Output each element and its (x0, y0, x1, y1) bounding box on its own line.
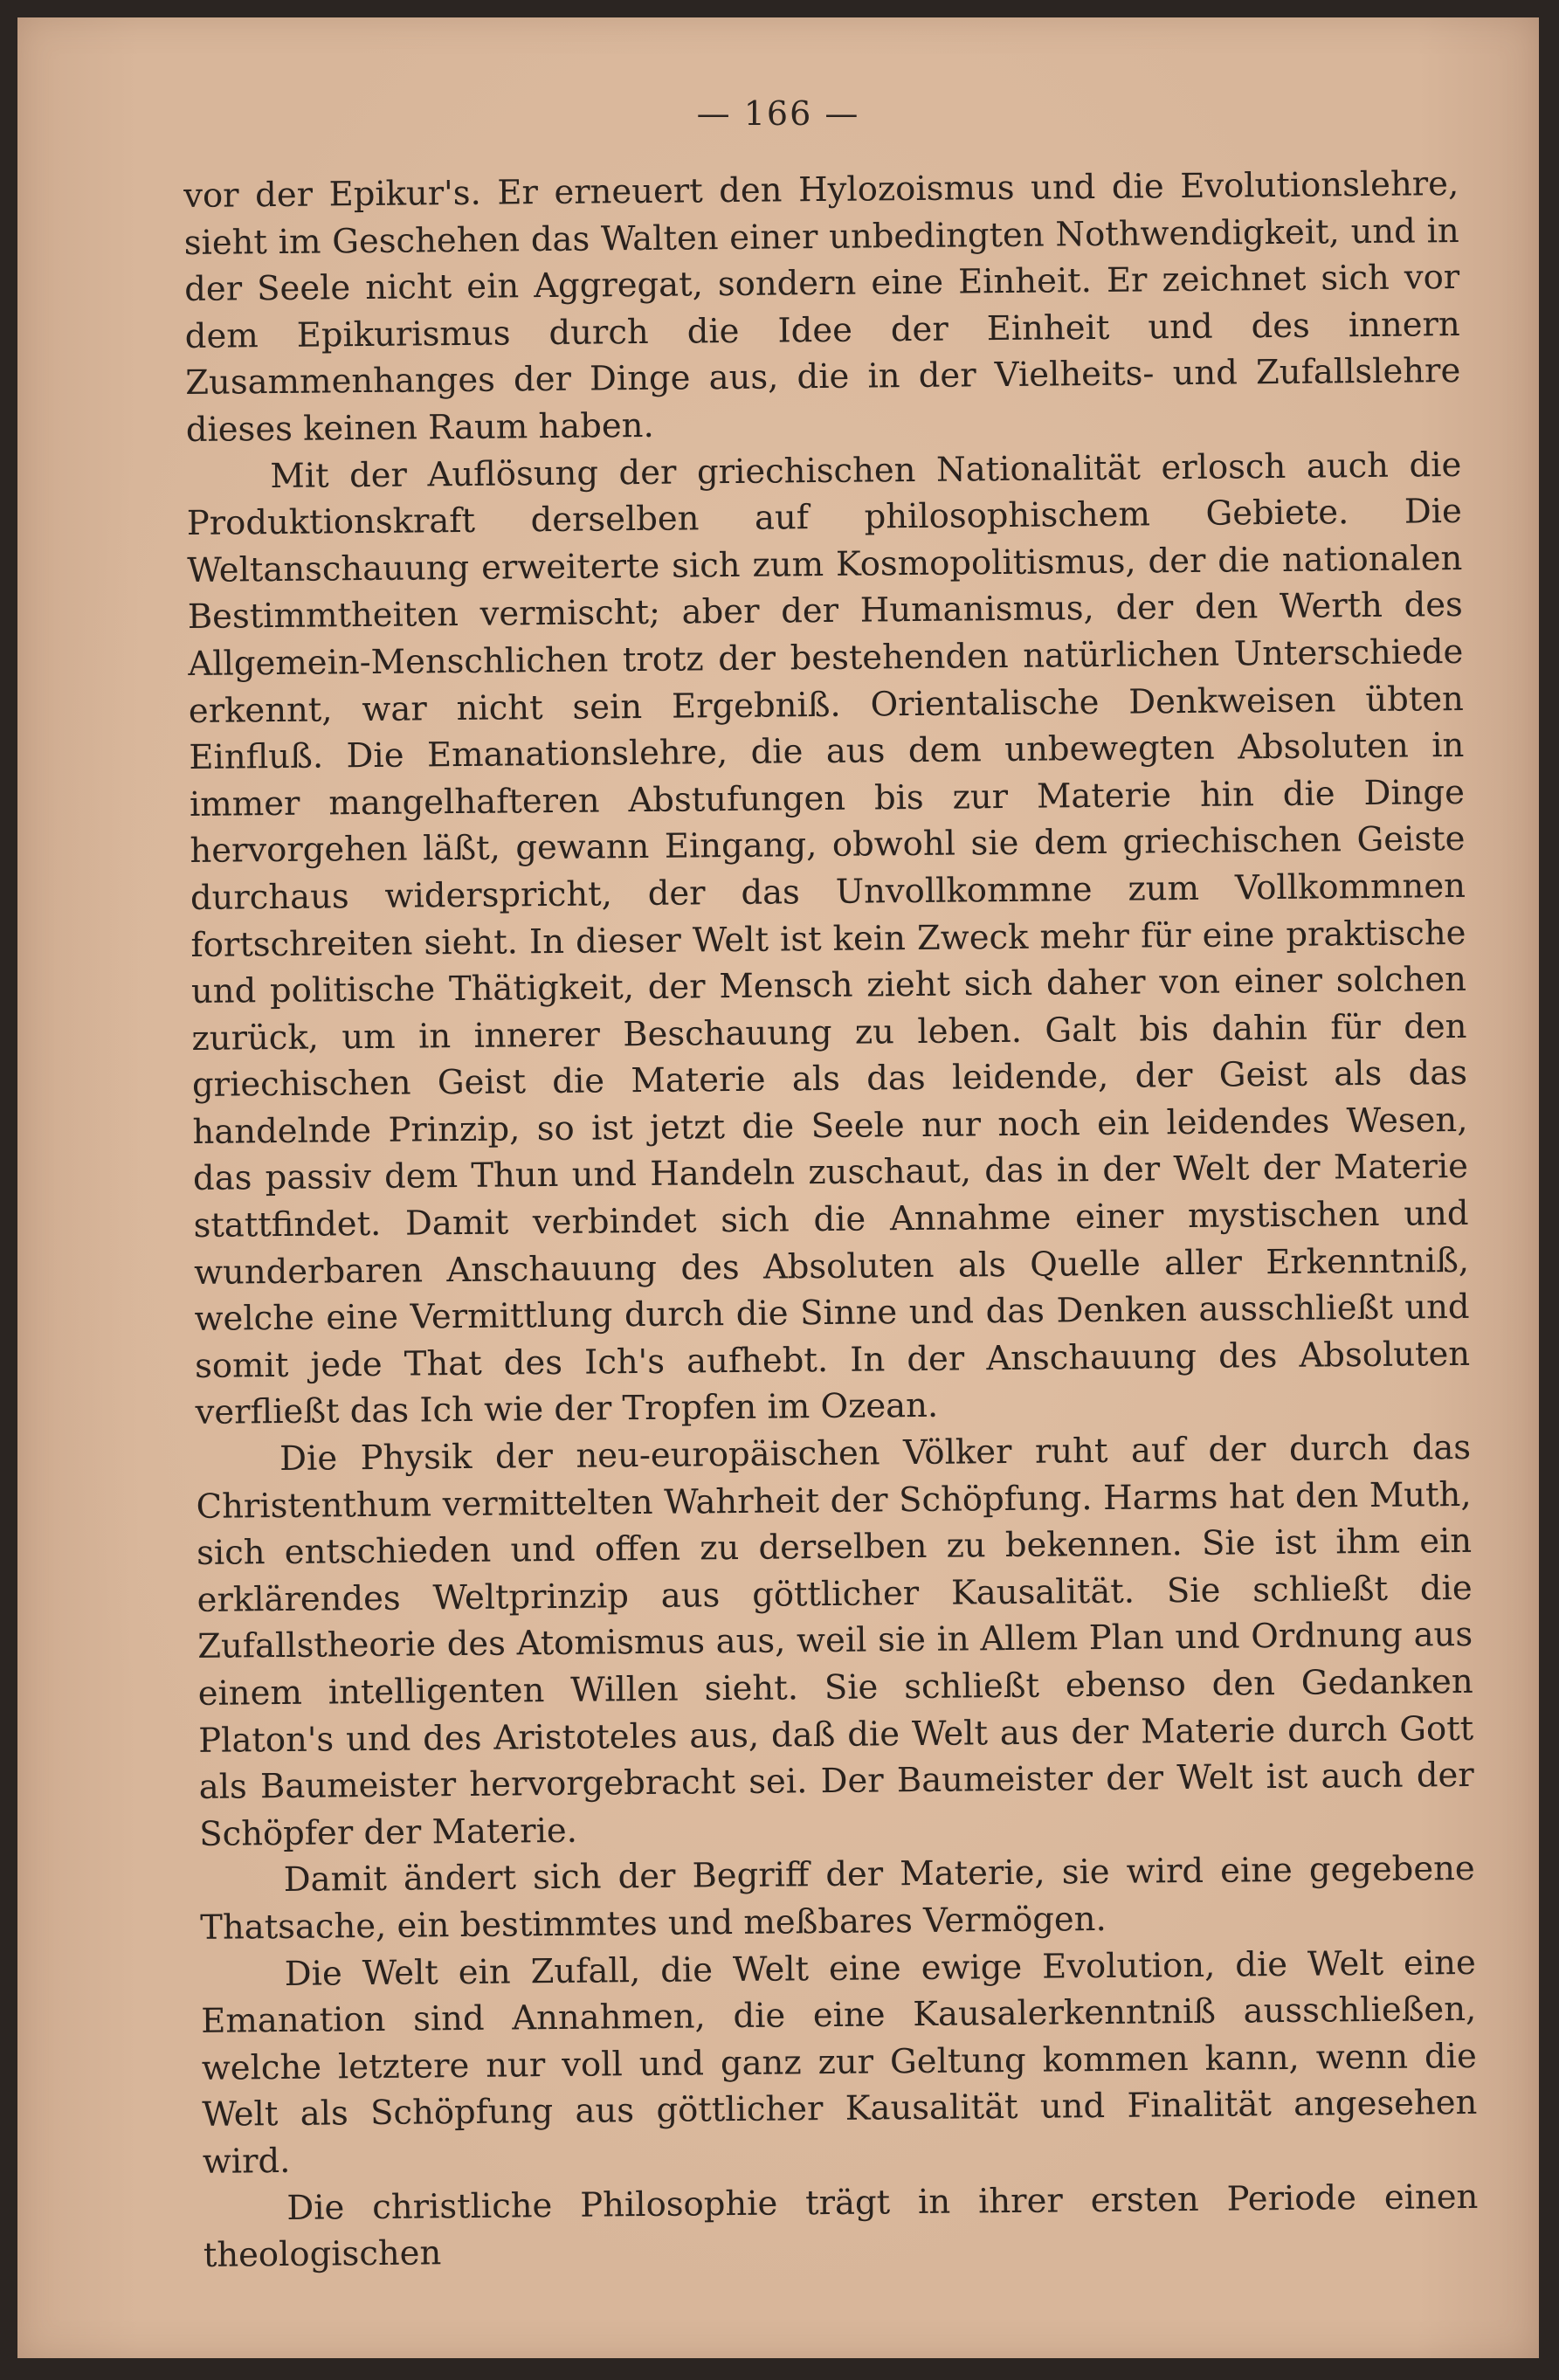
paragraph-5: Die Welt ein Zufall, die Welt eine ewige Evolution, die Welt eine Emanation sind Annahmen, die eine Kausalerkenntniß ausschließen, welche letztere nur voll und ganz zur Geltung kommen kann, wenn die Welt als Schöpfung aus göttlicher Kausalität und Finalität angesehen wird. (201, 1942, 1478, 2182)
page-body (183, 161, 1479, 2280)
paragraph-3: Die Physik der neu-europäischen Völker ruht auf der durch das Christenthum vermittelten Wahrheit der Schöpfung. Harms hat den Muth, sich entschieden und offen zu derselben zu bekennen. Sie ist ihm ein erklärendes Weltprinzip aus göttlicher Kausalität. Sie schließt die Zufallstheorie des Atomismus aus, weil sie in Allem Plan und Ordnung aus einem intelligenten Willen sieht. Sie schließt ebenso den Gedanken Platon's und des Aristoteles aus, daß die Welt aus der Materie durch Gott als Baumeister hervorgebracht sei. Der Baumeister der Welt ist auch der Schöpfer der Materie. (196, 1427, 1474, 1854)
page-number: — 166 — (696, 94, 860, 133)
paragraph-1: vor der Epikur's. Er erneuert den Hylozoismus und die Evolutionslehre, sieht im Geschehen das Walten einer unbedingten Nothwendigkeit, und in der Seele nicht ein Aggregat, sondern eine Einheit. Er zeichnet sich vor dem Epikurismus durch die Idee der Einheit und des innern Zusammenhanges der Dinge aus, die in der Vielheits- und Zufallslehre dieses keinen Raum haben. (183, 163, 1461, 450)
paragraph-4: Damit ändert sich der Begriff der Materie, sie wird eine gegebene Thatsache, ein bestimmtes und meßbares Vermögen. (200, 1849, 1475, 1948)
book-page (17, 17, 1539, 2358)
paragraph-6: Die christliche Philosophie trägt in ihrer ersten Periode einen theologischen (203, 2176, 1479, 2276)
paragraph-2: Mit der Auflösung der griechischen Nationalität erlosch auch die Produktionskraft derselben auf philosophischem Gebiete. Die Weltanschauung erweiterte sich zum Kosmopolitismus, der die nationalen Bestimmtheiten vermischt; aber der Humanismus, der den Werth des Allgemein-Menschlichen trotz der bestehenden natürlichen Unterschiede erkennt, war nicht sein Ergebniß. Orientalische Denkweisen übten Einfluß. Die Emanationslehre, die aus dem unbewegten Absoluten in immer mangelhafteren Abstufungen bis zur Materie hin die Dinge hervorgehen läßt, gewann Eingang, obwohl sie dem griechischen Geiste durchaus widerspricht, der das Unvollkommne zum Vollkommnen fortschreiten sieht. In dieser Welt ist kein Zweck mehr für eine praktische und politische Thätigkeit, der Mensch zieht sich daher von einer solchen zurück, um in innerer Beschauung zu leben. Galt bis dahin für den griechischen Geist die Materie als das leidende, der Geist als das handelnde Prinzip, so ist jetzt die Seele nur noch ein leidendes Wesen, das passiv dem Thun und Handeln zuschaut, das in der Welt der Materie stattfindet. Damit verbindet sich die Annahme einer mystischen und wunderbaren Anschauung des Absoluten als Quelle aller Erkenntniß, welche eine Vermittlung durch die Sinne und das Denken ausschließt und somit jede That des Ich's aufhebt. In der Anschauung des Absoluten verfließt das Ich wie der Tropfen im Ozean. (186, 445, 1471, 1433)
